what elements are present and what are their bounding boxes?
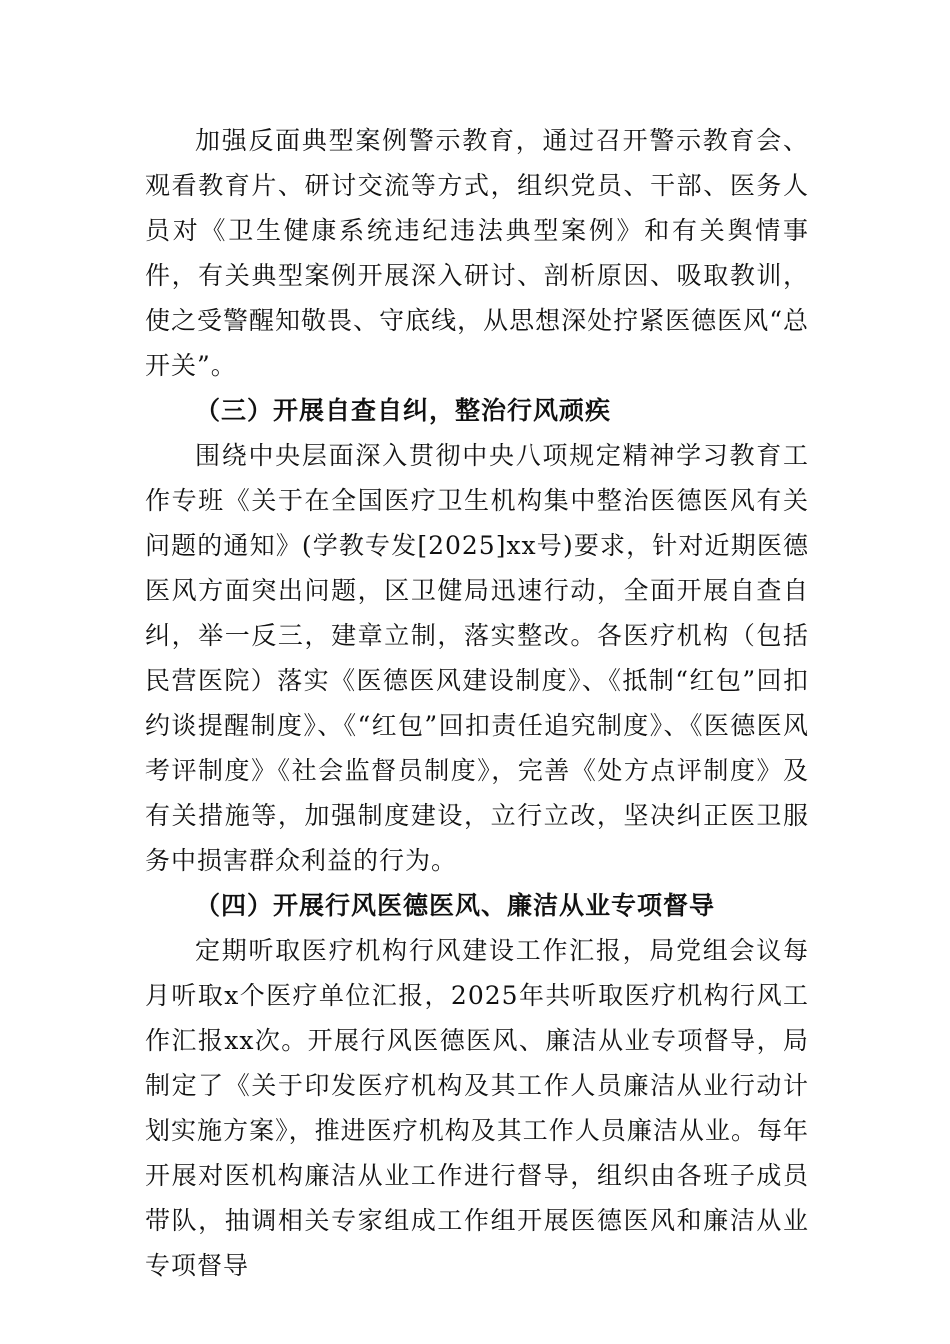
document-body bbox=[145, 118, 809, 1288]
section-heading-4: （四）开展行风医德医风、廉洁从业专项督导 bbox=[195, 891, 716, 920]
paragraph-self-inspection: 围绕中央层面深入贯彻中央八项规定精神学习教育工作专班《关于在全国医疗卫生机构集中整治医德医风有关问题的通知》(学教专发[2025]xx号)要求，针对近期医德医风方面突出问题，区卫健局迅速行动，全面开展自查自纠，举一反三，建章立制，落实整改。各医疗机构（包括民营医院）落实《医德医风建设制度》、《抵制“红包”回扣约谈提醒制度》、《“红包”回扣责任追究制度》、《医德医风考评制度》《社会监督员制度》，完善《处方点评制度》及有关措施等，加强制度建设，立行立改，坚决纠正医卫服务中损害群众利益的行为。 bbox=[145, 441, 809, 875]
section-heading-3: （三）开展自查自纠，整治行风顽疾 bbox=[195, 396, 612, 425]
paragraph-supervision: 定期听取医疗机构行风建设工作汇报，局党组会议每月听取x个医疗单位汇报，2025年共听取医疗机构行风工作汇报xx次。开展行风医德医风、廉洁从业专项督导，局制定了《关于印发医疗机构及其工作人员廉洁从业行动计划实施方案》，推进医疗机构及其工作人员廉洁从业。每年开展对医机构廉洁从业工作进行督导，组织由各班子成员带队，抽调相关专家组成工作组开展医德医风和廉洁从业专项督导 bbox=[145, 936, 809, 1280]
paragraph-warning-education: 加强反面典型案例警示教育，通过召开警示教育会、观看教育片、研讨交流等方式，组织党员、干部、医务人员对《卫生健康系统违纪违法典型案例》和有关舆情事件，有关典型案例开展深入研讨、剖析原因、吸取教训，使之受警醒知敬畏、守底线，从思想深处拧紧医德医风“总开关”。 bbox=[145, 126, 809, 380]
